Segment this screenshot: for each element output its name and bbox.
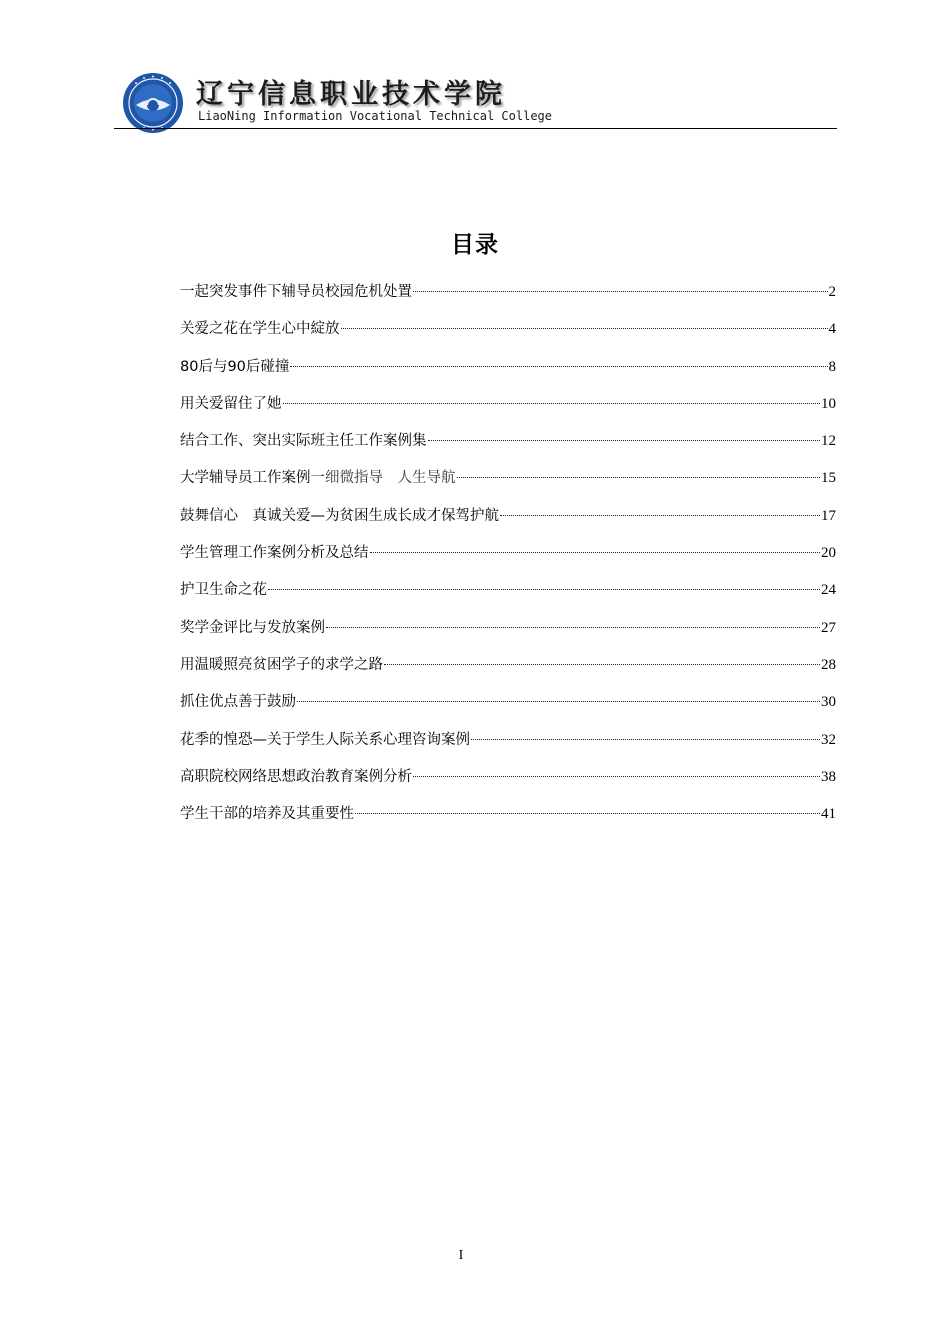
toc-entry-title: 护卫生命之花 — [180, 582, 267, 599]
toc-leader-dots — [370, 552, 821, 553]
toc-entry-page: 24 — [821, 582, 836, 599]
toc-leader-dots — [457, 477, 821, 478]
toc-leader-dots — [326, 627, 820, 628]
college-emblem-icon — [122, 72, 184, 134]
toc-entry[interactable] — [180, 690, 836, 727]
toc-entry-page: 12 — [821, 433, 836, 450]
college-name-en: LiaoNing Information Vocational Technical College — [198, 109, 553, 123]
toc-title: 目录 — [451, 232, 499, 258]
toc-entry[interactable] — [180, 280, 836, 317]
toc-leader-dots — [283, 403, 821, 404]
toc-leader-dots — [413, 776, 820, 777]
toc-entry-title: 用温暖照亮贫困学子的求学之路 — [180, 656, 383, 673]
toc-entry-page: 38 — [821, 768, 836, 785]
toc-entry[interactable] — [180, 765, 836, 802]
toc-entry-page: 32 — [821, 731, 836, 748]
toc-entry-title: 学生干部的培养及其重要性 — [180, 806, 354, 823]
toc-entry[interactable] — [180, 504, 836, 541]
toc-entry-title: 80后与90后碰撞 — [180, 358, 290, 375]
toc-entry-title: 关爱之花在学生心中綻放 — [180, 321, 340, 338]
table-of-contents — [180, 280, 836, 839]
toc-entry-page: 28 — [821, 656, 836, 673]
toc-entry[interactable] — [180, 578, 836, 615]
toc-entry-page: 15 — [821, 470, 836, 487]
toc-leader-dots — [428, 440, 821, 441]
toc-entry-title — [180, 466, 456, 490]
toc-entry-title: 学生管理工作案例分析及总结 — [180, 545, 369, 562]
toc-leader-dots — [355, 813, 820, 814]
toc-entry-page: 8 — [828, 358, 836, 375]
toc-entry-title: 奖学金评比与发放案例 — [180, 619, 325, 636]
toc-entry[interactable] — [180, 466, 836, 503]
toc-entry[interactable] — [180, 802, 836, 839]
toc-entry-title-tail: 一细微指导 人生导航 — [310, 470, 456, 487]
toc-entry-page: 10 — [821, 395, 836, 412]
toc-leader-dots — [290, 366, 827, 367]
toc-entry[interactable] — [180, 429, 836, 466]
toc-entry-title: 一起突发事件下辅导员校园危机处置 — [180, 284, 412, 300]
toc-entry-page: 20 — [821, 545, 836, 562]
toc-entry-title: 高职院校网络思想政治教育案例分析 — [180, 768, 412, 785]
toc-entry-title-main: 大学辅导员工作案例 — [180, 470, 311, 487]
toc-entry-title: 鼓舞信心 真诚关爱—为贫困生成长成才保驾护航 — [180, 507, 499, 524]
toc-entry-title: 结合工作、突出实际班主任工作案例集 — [180, 433, 427, 450]
page-header — [114, 66, 836, 128]
toc-entry[interactable] — [180, 728, 836, 765]
toc-entry-title: 用关爱留住了她 — [180, 395, 282, 412]
toc-leader-dots — [471, 739, 820, 740]
toc-leader-dots — [413, 291, 828, 292]
toc-leader-dots — [297, 701, 820, 702]
toc-leader-dots — [500, 515, 820, 516]
toc-entry[interactable] — [180, 616, 836, 653]
toc-entry-page: 41 — [821, 806, 836, 823]
page-number: I — [458, 1248, 464, 1263]
toc-entry-page: 4 — [828, 321, 836, 338]
toc-entry[interactable] — [180, 541, 836, 578]
toc-leader-dots — [384, 664, 820, 665]
toc-entry-title: 花季的惶恐—关于学生人际关系心理咨询案例 — [180, 731, 470, 748]
toc-leader-dots — [341, 328, 828, 329]
toc-entry-page: 30 — [821, 694, 836, 711]
header-divider — [114, 128, 837, 129]
toc-entry-page: 17 — [821, 507, 836, 524]
toc-entry[interactable] — [180, 355, 836, 392]
toc-entry[interactable] — [180, 653, 836, 690]
toc-leader-dots — [268, 589, 820, 590]
toc-entry[interactable] — [180, 392, 836, 429]
toc-entry-page: 27 — [821, 619, 836, 636]
toc-entry[interactable] — [180, 317, 836, 354]
toc-entry-page: 2 — [828, 284, 836, 300]
college-name-cn: 辽宁信息职业技术学院 — [196, 79, 506, 110]
toc-entry-title: 抓住优点善于鼓励 — [180, 694, 296, 711]
